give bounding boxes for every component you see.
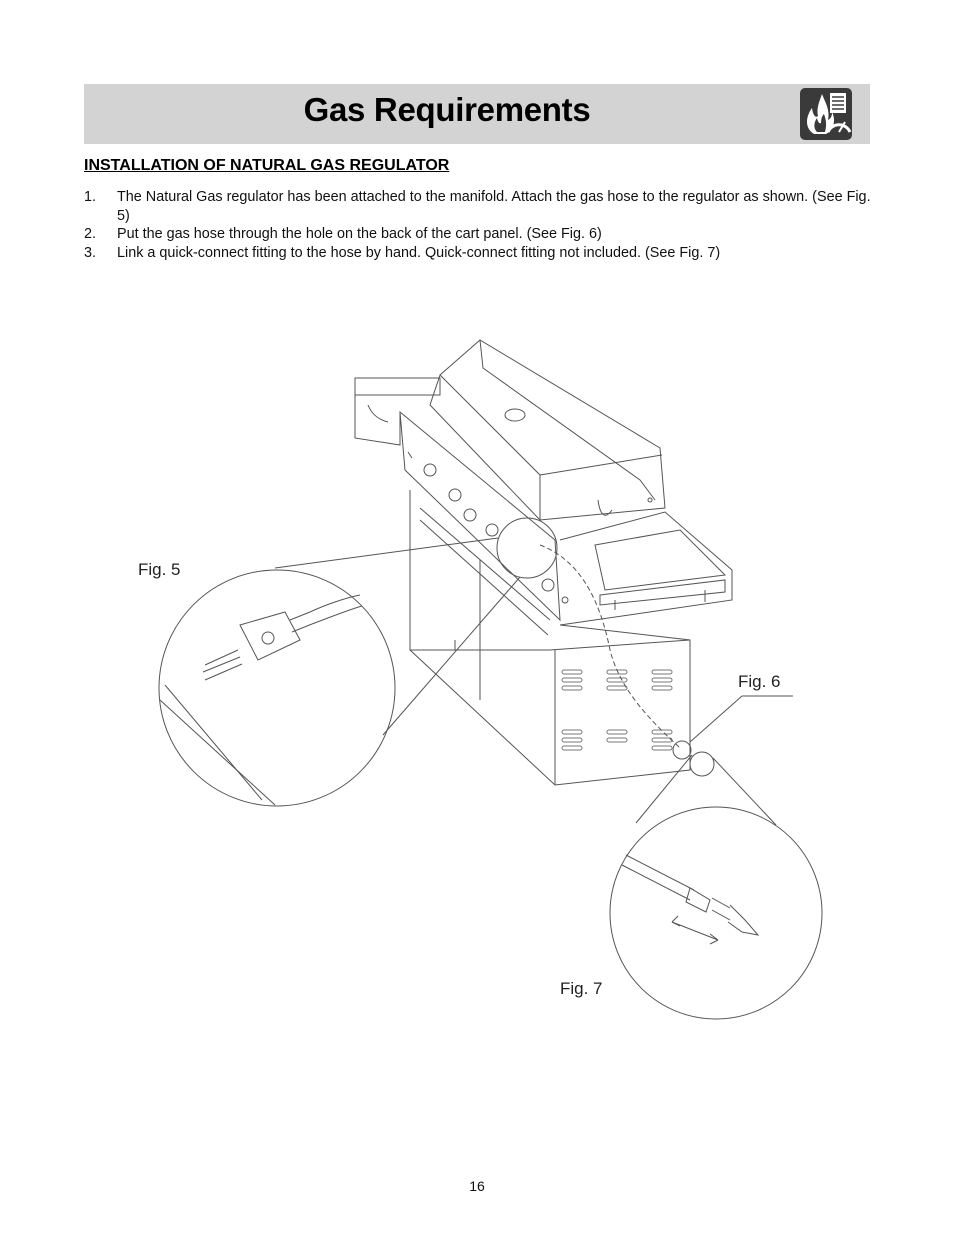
step-number: 2. <box>84 226 97 242</box>
fig6-detail <box>673 696 793 776</box>
section-heading: INSTALLATION OF NATURAL GAS REGULATOR <box>84 157 450 174</box>
fig6-label: Fig. 6 <box>738 672 781 691</box>
page-title: Gas Requirements <box>303 91 591 128</box>
fig5-label: Fig. 5 <box>138 560 181 579</box>
fig7-label: Fig. 7 <box>560 979 603 998</box>
fig5-detail <box>159 518 557 806</box>
step-text: Link a quick-connect fitting to the hose by hand. Quick-connect fitting not included. (See Fig. 7) <box>117 244 721 261</box>
step-text: The Natural Gas regulator has been attached to the manifold. Attach the gas hose to the regulator as shown. (See Fig. 5) <box>117 189 871 224</box>
step-number: 3. <box>84 244 97 261</box>
grill-drawing <box>355 340 732 785</box>
page-number: 16 <box>469 1178 485 1194</box>
step-text: Put the gas hose through the hole on the back of the cart panel. (See Fig. 6) <box>117 226 602 242</box>
fig7-detail <box>610 755 822 1019</box>
step-number: 1. <box>84 189 97 205</box>
